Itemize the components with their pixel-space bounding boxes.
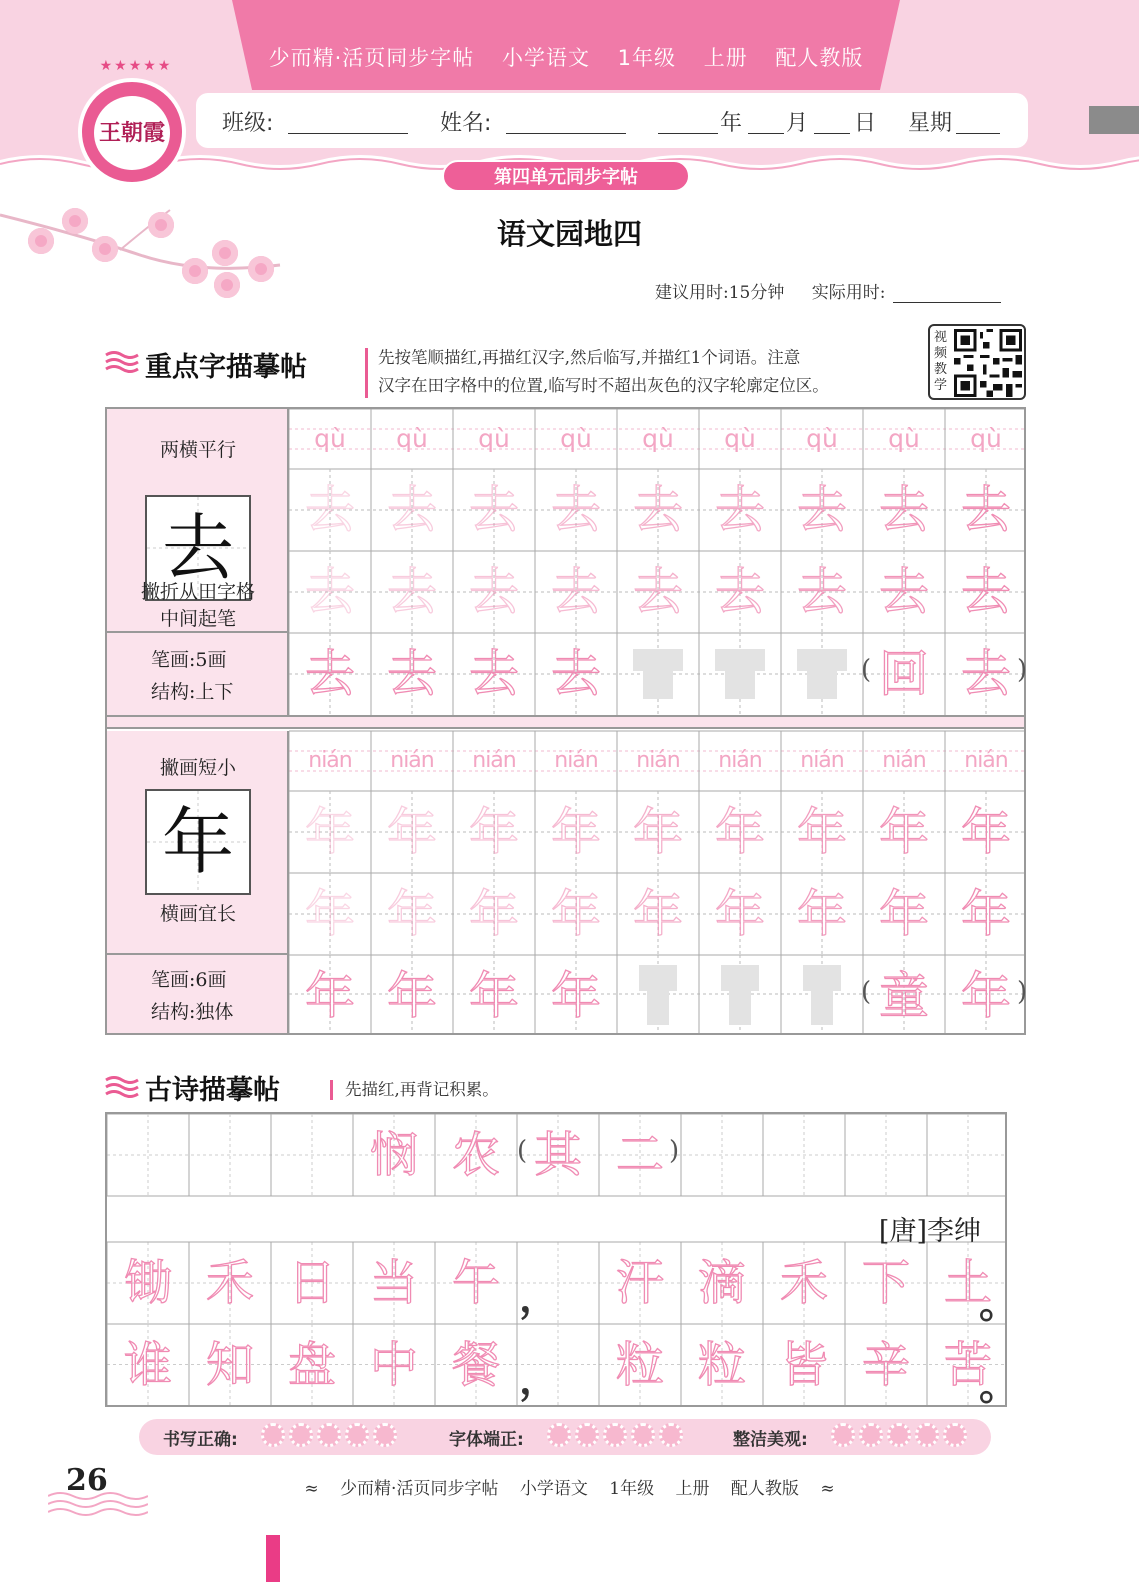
poem-title-char: 二 xyxy=(615,1127,664,1183)
footer-part: 配人教版 xyxy=(730,1479,799,1499)
stroke-order-cell[interactable] xyxy=(289,551,371,633)
word-char: 去 xyxy=(961,645,1011,703)
poem-char: 锄 xyxy=(123,1255,172,1311)
poem-title-cell[interactable] xyxy=(435,1114,517,1196)
pinyin-cell[interactable]: nián xyxy=(636,748,680,773)
stroke-count: 笔画:6画 xyxy=(151,969,227,991)
writing-tip: 横画宜长 xyxy=(159,903,236,925)
trace-cell[interactable] xyxy=(453,633,535,715)
poem-char-cell[interactable] xyxy=(845,1324,927,1406)
word-char: 回 xyxy=(879,645,929,703)
page-edge-mark xyxy=(266,1535,280,1582)
day-field[interactable] xyxy=(814,133,850,134)
trace-char: 去 xyxy=(551,481,601,539)
stroke-order-cell[interactable] xyxy=(863,469,945,551)
stroke-order-cell[interactable] xyxy=(535,791,617,873)
stroke-order-cell[interactable] xyxy=(535,469,617,551)
flower-icon[interactable] xyxy=(943,1423,967,1447)
day-label: 日 xyxy=(854,111,877,136)
period-mark: 。 xyxy=(979,1362,1019,1409)
trace-cell[interactable] xyxy=(289,955,371,1037)
flower-icon[interactable] xyxy=(575,1423,599,1447)
word-cell[interactable] xyxy=(945,955,1027,1037)
stroke-order-cell[interactable] xyxy=(699,791,781,873)
pinyin-cell[interactable]: qù xyxy=(970,424,1002,453)
logo-text: 王朝霞 xyxy=(94,96,170,170)
footer-part: 小学语文 xyxy=(519,1479,588,1499)
series-part: 小学语文 xyxy=(501,46,590,70)
footer-series xyxy=(0,1474,1139,1499)
trace-char: 年 xyxy=(797,803,847,861)
poem-char: 土 xyxy=(943,1255,992,1311)
stroke-order-cell[interactable] xyxy=(781,469,863,551)
poem-char-cell[interactable] xyxy=(435,1324,517,1406)
poem-char: 知 xyxy=(205,1337,254,1393)
trace-char: 去 xyxy=(305,563,355,621)
poem-char: 谁 xyxy=(123,1337,172,1393)
trace-char: 去 xyxy=(797,481,847,539)
instruction-line: 汉字在田字格中的位置,临写时不超出灰色的汉字轮廓定位区。 xyxy=(378,376,829,395)
instruction-line: 先按笔顺描红,再描红汉字,然后临写,并描红1个词语。注意 xyxy=(378,348,801,367)
poem-char: 中 xyxy=(369,1337,418,1393)
paren-close: ) xyxy=(1017,977,1028,1007)
trace-cell[interactable] xyxy=(535,633,617,715)
unit-tag: 第四单元同步字帖 xyxy=(442,160,690,192)
stroke-order-cell[interactable] xyxy=(863,791,945,873)
stroke-order-cell[interactable] xyxy=(945,791,1027,873)
outline-zone xyxy=(729,991,751,1025)
poem-char: 盘 xyxy=(287,1337,336,1393)
trace-char: 年 xyxy=(797,885,847,943)
brand-logo xyxy=(78,58,186,186)
flower-icon[interactable] xyxy=(831,1423,855,1447)
stroke-order-cell[interactable] xyxy=(289,791,371,873)
rating-correct-label: 书写正确: xyxy=(163,1430,238,1450)
paren-open: ( xyxy=(861,655,872,685)
trace-char: 年 xyxy=(469,967,519,1025)
outline-zone xyxy=(725,671,755,699)
flower-icon[interactable] xyxy=(631,1423,655,1447)
trace-cell[interactable] xyxy=(371,633,453,715)
trace-char: 年 xyxy=(633,803,683,861)
model-char: 年 xyxy=(161,800,234,884)
trace-char: 去 xyxy=(715,481,765,539)
poem-char-cell[interactable] xyxy=(353,1242,435,1324)
flower-icon[interactable] xyxy=(887,1423,911,1447)
flower-icon[interactable] xyxy=(859,1423,883,1447)
month-field[interactable] xyxy=(748,133,784,134)
poem-char-cell[interactable] xyxy=(599,1324,681,1406)
poem-char-cell[interactable] xyxy=(763,1242,845,1324)
copy-cell[interactable] xyxy=(617,633,699,715)
pinyin-cell[interactable]: qù xyxy=(724,424,756,453)
poem-char: 苦 xyxy=(943,1337,992,1393)
class-field[interactable] xyxy=(288,133,408,134)
qr-code-icon[interactable] xyxy=(954,329,1022,397)
flower-icon[interactable] xyxy=(373,1423,397,1447)
blossom-icon xyxy=(214,272,240,298)
stroke-order-cell[interactable] xyxy=(453,791,535,873)
series-title xyxy=(232,42,900,72)
trace-char: 去 xyxy=(961,563,1011,621)
pinyin-cell[interactable]: qù xyxy=(560,424,592,453)
trace-char: 年 xyxy=(305,803,355,861)
section-title-poem: 古诗描摹帖 xyxy=(145,1075,280,1106)
poem-author: [唐]李绅 xyxy=(878,1216,981,1247)
trace-char: 年 xyxy=(633,885,683,943)
stroke-order-cell[interactable] xyxy=(289,873,371,955)
footer-part: 上册 xyxy=(675,1479,710,1499)
trace-char: 去 xyxy=(961,481,1011,539)
wave-lines-icon xyxy=(105,350,139,374)
trace-char: 去 xyxy=(879,563,929,621)
page-edge-tab xyxy=(1089,106,1139,134)
actual-time-field[interactable] xyxy=(893,302,1001,303)
section-divider xyxy=(365,348,368,398)
stroke-order-cell[interactable] xyxy=(781,873,863,955)
poem-title-cell[interactable] xyxy=(517,1114,599,1196)
rating-clean-flowers[interactable] xyxy=(831,1423,971,1451)
poem-practice-grid xyxy=(105,1112,1019,1409)
pinyin-cell[interactable]: qù xyxy=(888,424,920,453)
pinyin-cell[interactable]: nián xyxy=(472,748,516,773)
poem-char-cell[interactable] xyxy=(271,1324,353,1406)
flower-icon[interactable] xyxy=(317,1423,341,1447)
poem-char: 皆 xyxy=(779,1337,828,1393)
suggested-time: 建议用时:15分钟 xyxy=(655,283,785,303)
section-instruction: 先描红,再背记积累。 xyxy=(345,1080,499,1099)
pinyin-cell[interactable]: qù xyxy=(396,424,428,453)
trace-cell[interactable] xyxy=(371,955,453,1037)
actual-time-label: 实际用时: xyxy=(811,283,886,303)
flower-icon[interactable] xyxy=(261,1423,285,1447)
trace-char: 去 xyxy=(387,481,437,539)
pinyin-cell[interactable]: nián xyxy=(390,748,434,773)
trace-char: 年 xyxy=(715,885,765,943)
page-number: 26 xyxy=(66,1463,108,1498)
pinyin-cell[interactable]: nián xyxy=(800,748,844,773)
stroke-count: 笔画:5画 xyxy=(151,649,227,671)
time-line xyxy=(655,278,1001,303)
trace-char: 年 xyxy=(879,885,929,943)
name-field[interactable] xyxy=(506,133,626,134)
stroke-order-cell[interactable] xyxy=(617,551,699,633)
trace-char: 年 xyxy=(305,967,355,1025)
poem-char: 滴 xyxy=(697,1255,746,1311)
copy-cell[interactable] xyxy=(781,955,863,1037)
year-field[interactable] xyxy=(658,133,718,134)
qr-video-box[interactable] xyxy=(928,324,1026,400)
trace-char: 年 xyxy=(387,885,437,943)
stroke-order-cell[interactable] xyxy=(371,873,453,955)
trace-char: 去 xyxy=(387,645,437,703)
flower-icon[interactable] xyxy=(547,1423,571,1447)
poem-char-cell[interactable] xyxy=(189,1324,271,1406)
wave-lines-icon xyxy=(105,1075,139,1099)
paren-close: ) xyxy=(669,1136,680,1166)
trace-char: 去 xyxy=(551,563,601,621)
char-structure: 结构:独体 xyxy=(151,1001,234,1023)
flower-icon[interactable] xyxy=(603,1423,627,1447)
word-cell[interactable] xyxy=(863,955,945,1037)
stroke-order-cell[interactable] xyxy=(945,551,1027,633)
writing-tip: 撇折从田字格 xyxy=(140,581,255,603)
comma-mark: ， xyxy=(519,1274,559,1321)
blossom-icon xyxy=(248,256,274,282)
trace-char: 年 xyxy=(961,885,1011,943)
trace-char: 年 xyxy=(469,803,519,861)
stroke-order-cell[interactable] xyxy=(371,551,453,633)
trace-cell[interactable] xyxy=(453,955,535,1037)
writing-tip: 撇画短小 xyxy=(159,757,236,779)
weekday-label: 星期 xyxy=(908,111,953,136)
logo-stars: ★★★★★ xyxy=(99,58,173,74)
footer-wave-left-icon: ≈ xyxy=(304,1479,319,1499)
flower-icon[interactable] xyxy=(345,1423,369,1447)
model-char-box xyxy=(145,789,251,895)
outline-zone xyxy=(721,965,759,991)
pinyin-cell[interactable]: nián xyxy=(308,748,352,773)
stroke-order-cell[interactable] xyxy=(289,469,371,551)
word-char: 年 xyxy=(961,967,1011,1025)
stroke-order-cell[interactable] xyxy=(863,873,945,955)
poem-char: 日 xyxy=(287,1255,336,1311)
pinyin-cell[interactable]: nián xyxy=(554,748,598,773)
pinyin-cell[interactable]: nián xyxy=(964,748,1008,773)
stroke-order-cell[interactable] xyxy=(535,873,617,955)
poem-char: 餐 xyxy=(451,1337,500,1393)
period-mark: 。 xyxy=(979,1280,1019,1327)
footer-part: 少而精·活页同步字帖 xyxy=(340,1479,499,1499)
poem-char-cell[interactable] xyxy=(681,1324,763,1406)
student-info-box xyxy=(196,93,1028,148)
trace-char: 去 xyxy=(305,645,355,703)
poem-char-cell[interactable] xyxy=(189,1242,271,1324)
poem-char-cell[interactable] xyxy=(763,1324,845,1406)
model-char: 去 xyxy=(161,506,234,590)
stroke-order-cell[interactable] xyxy=(617,469,699,551)
footer-wave-right-icon: ≈ xyxy=(820,1479,835,1499)
rating-clean-label: 整洁美观: xyxy=(733,1430,808,1450)
trace-char: 去 xyxy=(879,481,929,539)
series-part: 配人教版 xyxy=(775,46,864,70)
trace-cell[interactable] xyxy=(289,633,371,715)
paren-open: ( xyxy=(861,977,872,1007)
poem-char: 辛 xyxy=(861,1337,910,1393)
stroke-order-cell[interactable] xyxy=(453,469,535,551)
trace-char: 年 xyxy=(387,803,437,861)
outline-zone xyxy=(639,965,677,991)
trace-char: 年 xyxy=(551,967,601,1025)
poem-char: 下 xyxy=(861,1255,910,1311)
poem-char: 禾 xyxy=(779,1255,828,1311)
writing-tip: 两横平行 xyxy=(159,439,236,461)
year-label: 年 xyxy=(720,111,743,136)
poem-char-cell[interactable] xyxy=(271,1242,353,1324)
word-cell[interactable] xyxy=(945,633,1027,715)
trace-char: 去 xyxy=(797,563,847,621)
name-label: 姓名: xyxy=(440,111,492,136)
rating-form-flowers[interactable] xyxy=(547,1423,687,1451)
stroke-order-cell[interactable] xyxy=(945,469,1027,551)
copy-cell[interactable] xyxy=(699,955,781,1037)
class-label: 班级: xyxy=(222,111,274,136)
outline-zone xyxy=(811,991,833,1025)
trace-char: 年 xyxy=(551,885,601,943)
stroke-order-cell[interactable] xyxy=(453,551,535,633)
paren-open: ( xyxy=(517,1136,528,1166)
trace-char: 去 xyxy=(469,563,519,621)
poem-char: 禾 xyxy=(205,1255,254,1311)
poem-char-cell[interactable] xyxy=(107,1242,189,1324)
paren-close: ) xyxy=(1017,655,1028,685)
trace-char: 年 xyxy=(879,803,929,861)
section-divider xyxy=(330,1080,333,1100)
trace-char: 去 xyxy=(633,563,683,621)
poem-title-char: 农 xyxy=(451,1127,500,1183)
trace-char: 年 xyxy=(961,803,1011,861)
poem-char: 当 xyxy=(369,1255,418,1311)
stroke-order-cell[interactable] xyxy=(781,791,863,873)
pinyin-cell[interactable]: qù xyxy=(478,424,510,453)
trace-char: 去 xyxy=(469,481,519,539)
rating-form-label: 字体端正: xyxy=(449,1430,524,1450)
trace-char: 去 xyxy=(715,563,765,621)
stroke-order-cell[interactable] xyxy=(699,873,781,955)
outline-zone xyxy=(643,671,673,699)
copy-cell[interactable] xyxy=(617,955,699,1037)
stroke-practice-grid xyxy=(105,407,1026,1035)
trace-char: 年 xyxy=(715,803,765,861)
series-part: 少而精·活页同步字帖 xyxy=(268,46,475,70)
outline-zone xyxy=(633,649,683,671)
poem-char: 粒 xyxy=(697,1337,746,1393)
word-cell[interactable] xyxy=(863,633,945,715)
poem-char-cell[interactable] xyxy=(107,1324,189,1406)
pinyin-cell[interactable]: qù xyxy=(314,424,346,453)
outline-zone xyxy=(797,649,847,671)
stroke-order-cell[interactable] xyxy=(945,873,1027,955)
stroke-order-cell[interactable] xyxy=(371,791,453,873)
char-structure: 结构:上下 xyxy=(151,681,234,703)
trace-char: 去 xyxy=(305,481,355,539)
flower-icon[interactable] xyxy=(659,1423,683,1447)
char-panel-qu xyxy=(107,409,289,631)
trace-char: 年 xyxy=(305,885,355,943)
poem-char-cell[interactable] xyxy=(435,1242,517,1324)
copy-cell[interactable] xyxy=(699,633,781,715)
stroke-order-cell[interactable] xyxy=(781,551,863,633)
comma-mark: ， xyxy=(519,1356,559,1403)
writing-tip: 中间起笔 xyxy=(159,608,236,630)
poem-char: 汗 xyxy=(615,1255,664,1311)
stroke-order-cell[interactable] xyxy=(371,469,453,551)
rating-correct-flowers[interactable] xyxy=(261,1423,401,1451)
section-instruction xyxy=(378,344,829,400)
char-meta-qu xyxy=(107,631,289,715)
poem-title xyxy=(353,1114,783,1196)
poem-char: 粒 xyxy=(615,1337,664,1393)
poem-char-cell[interactable] xyxy=(681,1242,763,1324)
stroke-order-cell[interactable] xyxy=(863,551,945,633)
section-title-key-chars: 重点字描摹帖 xyxy=(145,352,307,383)
char-panel-nian xyxy=(107,731,289,953)
poem-title-char: 悯 xyxy=(369,1127,418,1183)
qr-label: 视频教学 xyxy=(934,330,948,393)
word-char: 童 xyxy=(879,967,929,1025)
lesson-title: 语文园地四 xyxy=(496,217,642,251)
flower-icon[interactable] xyxy=(915,1423,939,1447)
char-meta-nian xyxy=(107,953,289,1033)
poem-char: 午 xyxy=(451,1255,500,1311)
pinyin-cell[interactable]: qù xyxy=(806,424,838,453)
pinyin-cell[interactable]: nián xyxy=(882,748,926,773)
trace-char: 去 xyxy=(387,563,437,621)
flower-icon[interactable] xyxy=(289,1423,313,1447)
footer-part: 1年级 xyxy=(609,1479,655,1499)
trace-char: 年 xyxy=(551,803,601,861)
series-part: 1年级 xyxy=(617,46,677,70)
blossom-icon xyxy=(182,258,208,284)
outline-zone xyxy=(715,649,765,671)
month-label: 月 xyxy=(786,111,809,136)
poem-char-cell[interactable] xyxy=(845,1242,927,1324)
trace-char: 去 xyxy=(633,481,683,539)
stroke-order-cell[interactable] xyxy=(699,469,781,551)
outline-zone xyxy=(647,991,669,1025)
outline-zone xyxy=(803,965,841,991)
stroke-order-cell[interactable] xyxy=(617,791,699,873)
series-part: 上册 xyxy=(703,46,748,70)
stroke-order-cell[interactable] xyxy=(535,551,617,633)
poem-char-cell[interactable] xyxy=(353,1324,435,1406)
trace-char: 年 xyxy=(387,967,437,1025)
trace-cell[interactable] xyxy=(535,955,617,1037)
poem-title-char: 其 xyxy=(533,1127,582,1183)
self-rating-bar xyxy=(139,1419,991,1455)
pinyin-cell[interactable]: nián xyxy=(718,748,762,773)
trace-char: 年 xyxy=(469,885,519,943)
trace-char: 去 xyxy=(469,645,519,703)
poem-char-cell[interactable] xyxy=(599,1242,681,1324)
pinyin-cell[interactable]: qù xyxy=(642,424,674,453)
copy-cell[interactable] xyxy=(781,633,863,715)
weekday-field[interactable] xyxy=(956,133,1000,134)
outline-zone xyxy=(807,671,837,699)
stroke-order-cell[interactable] xyxy=(453,873,535,955)
stroke-order-cell[interactable] xyxy=(699,551,781,633)
trace-char: 去 xyxy=(551,645,601,703)
stroke-order-cell[interactable] xyxy=(617,873,699,955)
poem-title-cell[interactable] xyxy=(353,1114,435,1196)
